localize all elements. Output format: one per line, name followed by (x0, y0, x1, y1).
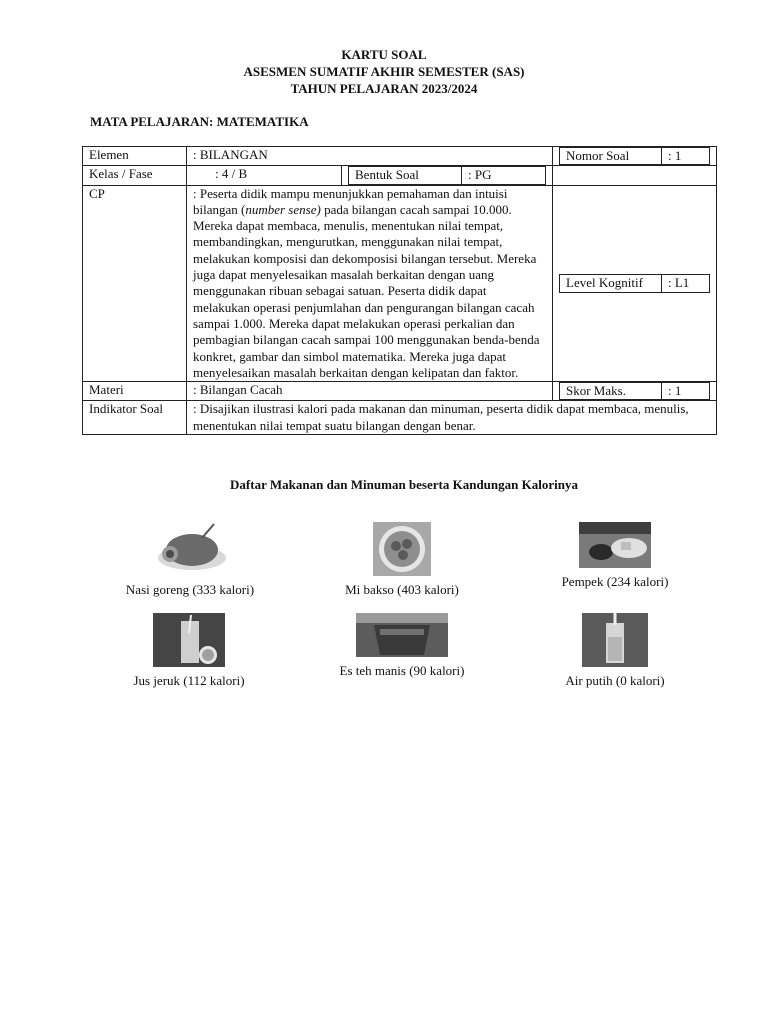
elemen-label: Elemen (83, 147, 187, 166)
iced-tea-photo-icon (356, 613, 448, 657)
bentuk-soal-value: : PG (462, 167, 546, 184)
water-glass-photo-icon (582, 613, 648, 667)
row-kelas (83, 166, 717, 185)
elemen-value: : BILANGAN (187, 147, 553, 166)
food-label: Air putih (0 kalori) (565, 673, 665, 688)
skor-maks-value: : 1 (662, 383, 710, 400)
nomor-soal-label: Nomor Soal (560, 148, 662, 165)
food-label: Pempek (234 kalori) (561, 574, 669, 589)
food-item-pempek (535, 522, 695, 590)
cp-text: : Peserta didik mampu menunjukkan pemahaman dan intuisi bilangan (number sense) pada bilangan cacah sampai 10.000. Mereka dapat membaca, menulis, menentukan nilai tempat, membandingkan, mengurutkan, menggunakan nilai tempat, melakukan komposisi dan dekomposisi bilangan tersebut. Mereka juga dapat menyelesaikan masalah berkaitan dengan uang menggunakan ribuan sebagai satuan. Peserta didik dapat melakukan operasi penjumlahan dan pengurangan bilangan cacah sampai 1.000. Mereka dapat melakukan operasi perkalian dan pembagian bilangan cacah sampai 100 menggunakan benda-benda konkret, gambar dan simbol matematika. Mereka juga dapat menyelesaikan masalah berkaitan dengan kelipatan dan faktor. (187, 185, 553, 382)
title-asesmen: ASESMEN SUMATIF AKHIR SEMESTER (SAS) (243, 64, 525, 79)
food-item-mi-bakso (322, 522, 482, 598)
level-kognitif-label: Level Kognitif (560, 275, 662, 292)
title-kartu-soal: KARTU SOAL (341, 47, 427, 62)
materi-value: : Bilangan Cacah (187, 382, 553, 401)
title-tahun-pelajaran: TAHUN PELAJARAN 2023/2024 (290, 81, 478, 96)
food-item-jus-jeruk (109, 613, 269, 689)
meatball-noodle-photo-icon (373, 522, 431, 576)
food-item-nasi-goreng (110, 520, 270, 598)
bentuk-soal-cell (342, 166, 553, 185)
level-kognitif-value: : L1 (662, 275, 710, 292)
row-elemen (83, 147, 717, 166)
kelas-value: : 4 / B (187, 166, 342, 185)
nomor-soal-value: : 1 (662, 148, 710, 165)
level-kognitif-cell (553, 185, 717, 382)
indikator-value: : Disajikan ilustrasi kalori pada makanan dan minuman, peserta didik dapat membaca, menulis, menentukan nilai tempat suatu bilangan dengan benar. (187, 401, 717, 435)
food-item-es-teh-manis (322, 613, 482, 679)
cp-label: CP (83, 185, 187, 382)
row-indikator (83, 401, 717, 435)
food-label: Es teh manis (90 kalori) (339, 663, 465, 678)
row-materi (83, 382, 717, 401)
orange-juice-photo-icon (153, 613, 225, 667)
food-label: Nasi goreng (333 kalori) (125, 582, 255, 597)
food-item-air-putih (535, 613, 695, 689)
skor-maks-cell (553, 382, 717, 401)
skor-maks-label: Skor Maks. (560, 383, 662, 400)
question-card-table (82, 146, 717, 435)
fried-rice-photo-icon (152, 520, 228, 576)
indikator-label: Indikator Soal (83, 401, 187, 435)
kelas-label: Kelas / Fase (83, 166, 187, 185)
pempek-photo-icon (579, 522, 651, 568)
food-list-caption: Daftar Makanan dan Minuman beserta Kandungan Kalorinya (230, 477, 578, 492)
subject-heading: MATA PELAJARAN: MATEMATIKA (90, 114, 309, 129)
food-label: Jus jeruk (112 kalori) (133, 673, 245, 688)
food-label: Mi bakso (403 kalori) (345, 582, 459, 597)
materi-label: Materi (83, 382, 187, 401)
row-cp (83, 185, 717, 382)
empty-cell (553, 166, 717, 185)
bentuk-soal-label: Bentuk Soal (349, 167, 462, 184)
nomor-soal-cell (553, 147, 717, 166)
